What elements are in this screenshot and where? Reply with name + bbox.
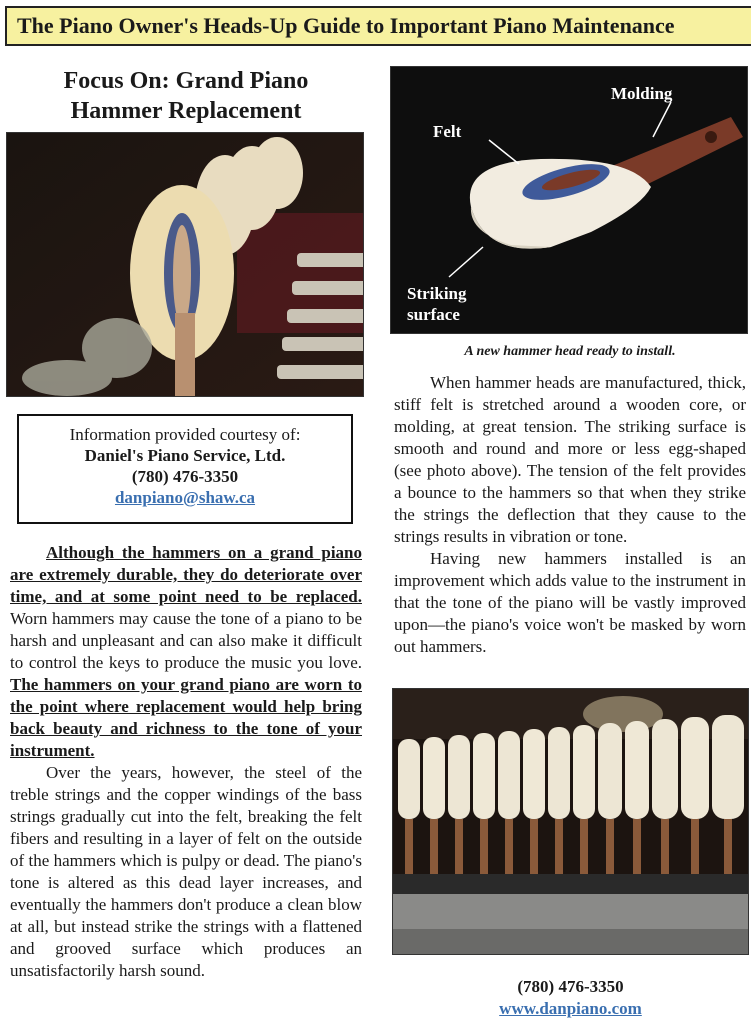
credit-intro: Information provided courtesy of:: [69, 425, 301, 444]
credit-company: Daniel's Piano Service, Ltd.: [84, 446, 286, 465]
focus-title: [10, 66, 362, 126]
credit-email-link[interactable]: danpiano@shaw.ca: [114, 488, 256, 507]
worn-hammer-photo: [6, 132, 364, 397]
credit-box: [17, 414, 353, 524]
left-article: [10, 542, 362, 982]
focus-title-line2: Hammer Replacement: [70, 98, 302, 124]
footer-phone: (780) 476-3350: [517, 977, 624, 996]
left-p2: Over the years, however, the steel of the treble strings and the copper windings of the bass strings gradually cut into the felt, breaking the felt fibers and resulting in a layer of felt on the outside of the hammers which is pulpy or dead. The piano's tone is altered as this dead layer increases, and eventually the hammers don't produce a clean blow at all, but instead strike the strings with a flattened and grooved surface which produces an unsatisfactorily harsh sound.: [10, 763, 362, 980]
right-p2: Having new hammers installed is an improvement which adds value to the instrument in that the tone of the piano will be vastly improved upon—the piano's voice won't be masked by worn out hammers.: [394, 549, 746, 656]
installed-hammers-photo: [392, 688, 749, 955]
photo-caption: A new hammer head ready to install.: [464, 344, 676, 359]
lead-statement: Although the hammers on a grand piano are extremely durable, they do deteriorate over time, and at some point need to be replaced.: [10, 543, 362, 606]
recommendation-statement: The hammers on your grand piano are worn to the point where replacement would help bring back beauty and richness to the tone of your instrument.: [10, 675, 362, 760]
label-striking-1: Striking: [407, 284, 467, 303]
focus-title-line1: Focus On: Grand Piano: [63, 68, 309, 94]
footer-website-link[interactable]: www.danpiano.com: [499, 999, 642, 1018]
label-striking-2: surface: [407, 305, 460, 324]
label-molding: Molding: [611, 84, 673, 103]
label-felt: Felt: [433, 122, 462, 141]
right-article: [394, 372, 746, 658]
left-p1-middle: Worn hammers may cause the tone of a piano to be harsh and unpleasant and can also make it difficult to control the keys to produce the music you love.: [10, 609, 362, 672]
right-p1: When hammer heads are manufactured, thick, stiff felt is stretched around a wooden core, or molding, at great tension. The striking surface is smooth and round and more or less egg-shaped (see photo above). The tension of the felt provides a bounce to the hammers so that when they strike the strings the deflection that they cause to the strings results in vibration or tone.: [394, 373, 746, 546]
new-hammer-photo: [390, 66, 748, 334]
banner-title: The Piano Owner's Heads-Up Guide to Important Piano Maintenance: [5, 6, 751, 46]
footer-contact: [392, 976, 749, 1020]
credit-phone: (780) 476-3350: [131, 467, 239, 486]
